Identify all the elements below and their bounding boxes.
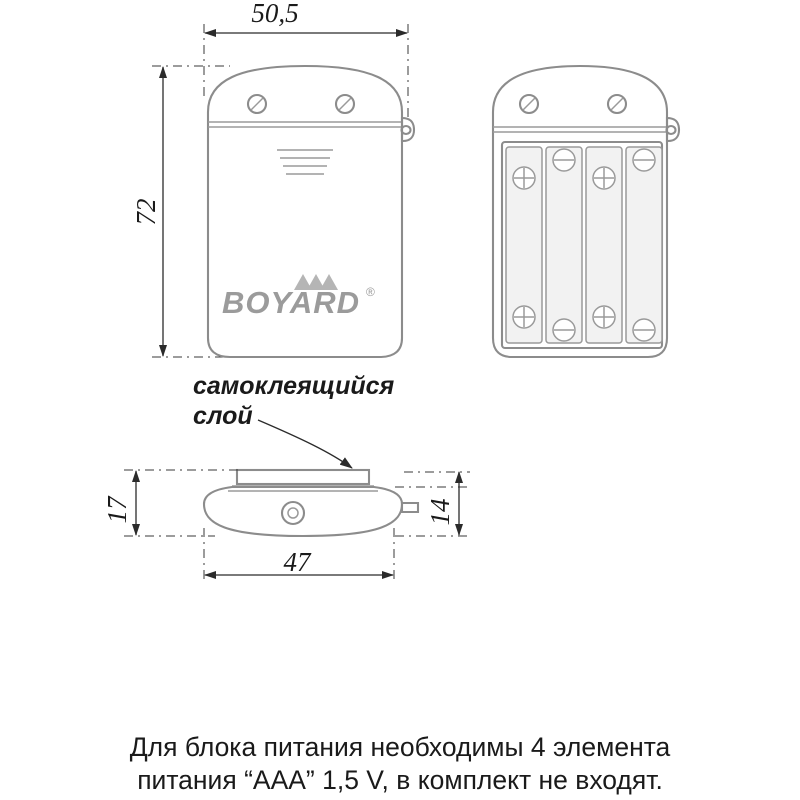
dimension-height-label: 72 xyxy=(131,198,161,226)
interior-screw-right xyxy=(608,95,626,113)
note-line-1: Для блока питания необходимы 4 элемента xyxy=(129,732,671,762)
front-view-body xyxy=(208,66,414,357)
adhesive-label-line2: слой xyxy=(193,402,253,430)
dimension-bottom-width-label: 47 xyxy=(283,547,311,577)
battery-bay-3 xyxy=(586,147,622,343)
screw-right xyxy=(336,95,354,113)
dimension-height xyxy=(152,66,230,357)
brand-registered: ® xyxy=(366,285,375,299)
dimension-top-width-label: 50,5 xyxy=(251,0,299,28)
dimension-left-height-label: 17 xyxy=(102,496,132,524)
note-line-2: питания “AAA” 1,5 V, в комплект не входят. xyxy=(137,765,663,795)
battery-bay-2 xyxy=(546,147,582,343)
dimension-right-height-label: 14 xyxy=(425,498,455,526)
screw-left xyxy=(248,95,266,113)
battery-bay-1 xyxy=(506,147,542,343)
interior-screw-left xyxy=(520,95,538,113)
interior-view-body xyxy=(493,66,679,357)
brand-name: BOYARD xyxy=(222,285,361,320)
adhesive-label-line1: самоклеящийся xyxy=(193,372,395,400)
vent-grille xyxy=(277,150,333,174)
dimension-top-width xyxy=(204,24,408,120)
adhesive-leader xyxy=(258,420,352,468)
side-view-body xyxy=(204,470,418,536)
battery-bay-4 xyxy=(626,147,662,343)
